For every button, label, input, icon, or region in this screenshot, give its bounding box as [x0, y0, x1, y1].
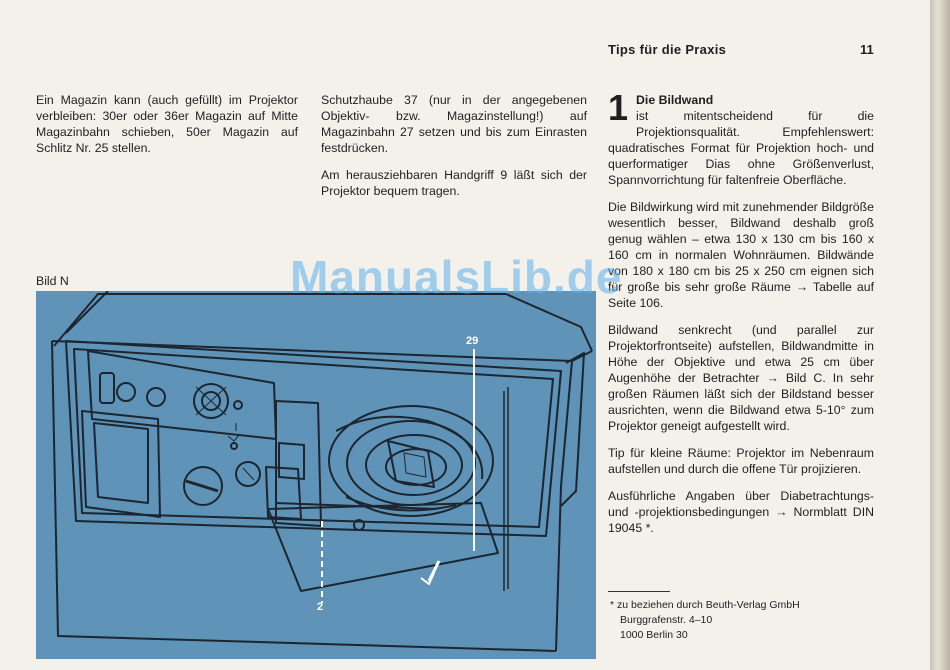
footnote-line-3: 1000 Berlin 30	[620, 629, 688, 641]
paragraph-bildwand-intro: ist mitentscheidend für die Projektionsqualität. Empfehlenswert: quadratisches Format für Projektion hoch- und querformatiger Dias ohne Größenverlust, Spannvorrichtung für faltenfreie Oberfläche.	[608, 109, 874, 187]
section-bildwand	[608, 87, 874, 188]
figure-label: Bild N	[36, 274, 69, 288]
footnote-line-2: Burggrafenstr. 4–10	[620, 614, 713, 626]
paragraph-bildgroesse: Die Bildwirkung wird mit zunehmender Bildgröße wesentlich besser, Bildwand deshalb groß genug wählen – etwa 130 x 130 cm bis 160 x 160 cm in normalen Wohnräumen. Bildwände von 180 x 180 cm bis 25 x 250 cm eignen sich für große bis sehr große Räume → Tabelle auf Seite 106.	[608, 200, 874, 310]
page-header-title: Tips für die Praxis	[608, 42, 727, 57]
paragraph-handgriff: Am herausziehbaren Handgriff 9 läßt sich der Projektor bequem tragen.	[321, 168, 587, 198]
paragraph-kleine-raeume: Tip für kleine Räume: Projektor im Nebenraum aufstellen und durch die offene Tür projizieren.	[608, 446, 874, 476]
section-title: Die Bildwand	[636, 93, 714, 107]
column-middle	[321, 92, 587, 210]
callout-2: 2	[317, 601, 324, 613]
column-left	[36, 92, 298, 167]
figure-projector-illustration	[36, 291, 596, 659]
page-edge	[930, 0, 950, 670]
footnote	[610, 598, 800, 643]
projector-drawing	[36, 291, 596, 659]
column-right	[608, 87, 874, 547]
watermark: ManualsLib.de	[290, 251, 623, 303]
section-number: 1	[608, 87, 629, 128]
paragraph-magazin: Ein Magazin kann (auch gefüllt) im Projektor verbleiben: 30er oder 36er Magazin auf Mitte Magazinbahn schieben, 50er Magazin auf Schlitz Nr. 25 stellen.	[36, 93, 298, 155]
paragraph-din-norm: Ausführliche Angaben über Diabetrachtungs- und -projektionsbedingungen → Normblatt DIN 19045 *.	[608, 489, 874, 535]
paragraph-schutzhaube: Schutzhaube 37 (nur in der angegebenen Objektiv- bzw. Magazinstellung!) auf Magazinbahn 27 setzen und bis zum Einrasten festdrücken.	[321, 93, 587, 155]
footnote-divider	[608, 591, 670, 592]
page-number: 11	[860, 42, 874, 57]
footnote-line-1: * zu beziehen durch Beuth-Verlag GmbH	[610, 599, 800, 611]
paragraph-aufstellung: Bildwand senkrecht (und parallel zur Projektorfrontseite) aufstellen, Bildwandmitte in Höhe der Objektive und etwa 25 cm über Augenhöhe der Betrachter → Bild C. In sehr großen Räumen läßt sich der Bildstand besser ausrichten, wenn die Bildwand etwa 5-10° zum Projektor geneigt aufgestellt wird.	[608, 323, 874, 433]
callout-29: 29	[466, 335, 479, 347]
